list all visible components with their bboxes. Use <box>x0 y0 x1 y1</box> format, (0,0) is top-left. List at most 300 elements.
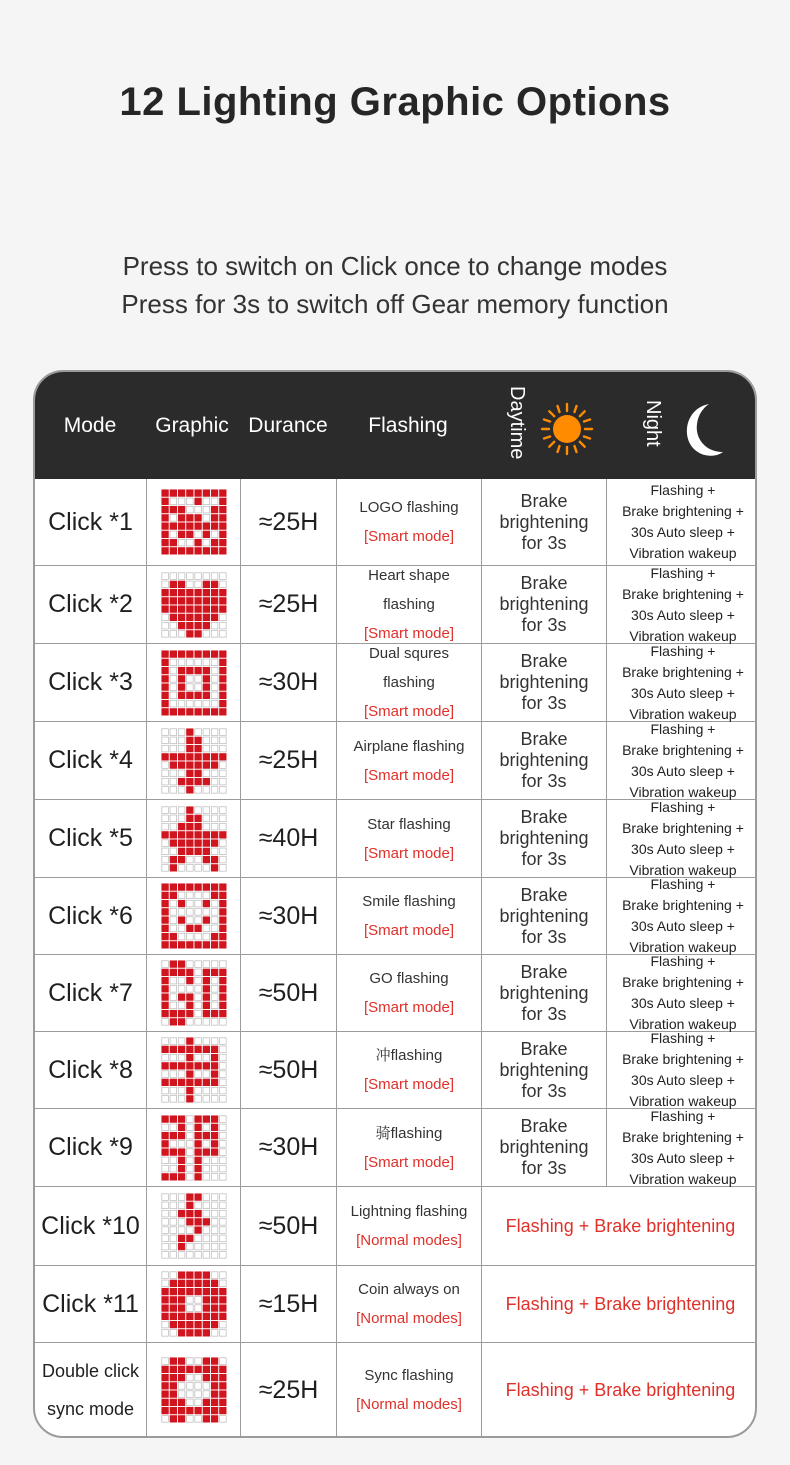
led-dot-on <box>194 823 201 830</box>
led-dot-off <box>219 1194 226 1201</box>
led-dot-on <box>170 1391 177 1398</box>
led-dot-on <box>211 490 218 497</box>
led-dot-off <box>186 892 193 899</box>
led-dot-off <box>194 1019 201 1026</box>
table-header <box>35 372 755 479</box>
daytime-cell <box>481 479 606 565</box>
table-body <box>35 479 755 1437</box>
led-dot-off <box>211 815 218 822</box>
flashing-label: LOGO flashing <box>359 499 459 516</box>
led-dot-on <box>194 815 201 822</box>
led-dot-off <box>194 581 201 588</box>
led-dot-on <box>170 969 177 976</box>
led-dot-off <box>194 1416 201 1423</box>
led-dot-off <box>203 1227 210 1234</box>
flashing-label: Sync flashing <box>364 1367 454 1384</box>
led-dot-on <box>203 1280 210 1287</box>
led-dot-on <box>194 1046 201 1053</box>
led-dot-off <box>170 1054 177 1061</box>
led-dot-on <box>178 506 185 513</box>
led-dot-on <box>170 523 177 530</box>
led-dot-on <box>170 1374 177 1381</box>
led-dot-off <box>186 1115 193 1122</box>
flashing-cell <box>336 479 481 565</box>
flashing-label: Star flashing <box>367 815 451 833</box>
led-dot-off <box>178 909 185 916</box>
led-dot-off <box>219 1140 226 1147</box>
led-dot-off <box>161 1243 168 1250</box>
led-dot-off <box>203 806 210 813</box>
night-line: Vibration wakeup <box>629 545 737 561</box>
led-dot-off <box>203 892 210 899</box>
led-dot-off <box>161 1071 168 1078</box>
led-dot-on <box>178 1305 185 1312</box>
led-dot-on <box>161 1374 168 1381</box>
led-dot-off <box>178 806 185 813</box>
led-dot-on <box>211 523 218 530</box>
mode-tag: [Normal modes] <box>356 1396 462 1413</box>
led-dot-on <box>211 650 218 657</box>
led-dot-on <box>211 892 218 899</box>
led-dot-on <box>170 1297 177 1304</box>
led-dot-off <box>161 572 168 579</box>
led-dot-on <box>186 630 193 637</box>
led-dot-on <box>178 692 185 699</box>
led-dot-on <box>211 548 218 555</box>
led-dot-off <box>203 1140 210 1147</box>
led-dot-off <box>211 1227 218 1234</box>
mode-tag: [Smart mode] <box>363 528 455 545</box>
led-dot-on <box>211 1288 218 1295</box>
led-dot-on <box>203 1148 210 1155</box>
led-dot-on <box>194 1210 201 1217</box>
led-dot-on <box>170 831 177 838</box>
led-dot-on <box>178 548 185 555</box>
led-dot-on <box>161 506 168 513</box>
flashing-label: Dual squres <box>368 645 450 662</box>
led-dot-off <box>203 1383 210 1390</box>
led-dot-off <box>211 1165 218 1172</box>
led-dot-off <box>170 572 177 579</box>
night-line: Brake brightening + <box>622 663 744 680</box>
led-dot-on <box>219 1288 226 1295</box>
led-dot-on <box>186 1272 193 1279</box>
led-dot-on <box>178 831 185 838</box>
led-dot-on <box>186 753 193 760</box>
led-dot-on <box>211 515 218 522</box>
led-dot-on <box>203 1297 210 1304</box>
led-dot-off <box>194 961 201 968</box>
lighting-options-table <box>33 370 757 1438</box>
led-dot-off <box>219 770 226 777</box>
led-dot-on <box>194 1063 201 1070</box>
led-dot-off <box>219 1272 226 1279</box>
led-dot-on <box>194 848 201 855</box>
led-dot-off <box>203 1038 210 1045</box>
led-dot-on <box>211 1280 218 1287</box>
night-line: Brake brightening + <box>622 1128 744 1145</box>
led-dot-off <box>186 986 193 993</box>
led-dot-off <box>194 659 201 666</box>
led-dot-off <box>161 839 168 846</box>
led-dot-off <box>161 778 168 785</box>
led-dot-off <box>203 515 210 522</box>
led-dot-off <box>194 994 201 1001</box>
graphic-cell <box>146 722 240 799</box>
led-dot-on <box>194 1132 201 1139</box>
led-dot-on <box>219 1313 226 1320</box>
led-dot-off <box>186 864 193 871</box>
led-dot-on <box>194 1219 201 1226</box>
led-dot-off <box>219 1235 226 1242</box>
led-dot-off <box>211 778 218 785</box>
led-dot-off <box>170 1194 177 1201</box>
led-dot-off <box>170 1157 177 1164</box>
led-matrix-graphic <box>161 1357 227 1423</box>
led-dot-off <box>178 539 185 546</box>
led-dot-on <box>194 1272 201 1279</box>
led-dot-off <box>161 1330 168 1337</box>
daytime-cell <box>481 644 606 721</box>
led-dot-off <box>194 700 201 707</box>
led-dot-on <box>170 1148 177 1155</box>
led-matrix-graphic <box>161 1193 227 1259</box>
led-dot-on <box>186 515 193 522</box>
durance-cell: ≈15H <box>240 1266 336 1342</box>
led-dot-on <box>186 1194 193 1201</box>
led-dot-off <box>186 1305 193 1312</box>
led-dot-off <box>194 1374 201 1381</box>
led-dot-off <box>170 925 177 932</box>
led-dot-off <box>161 1321 168 1328</box>
led-dot-off <box>203 1124 210 1131</box>
led-dot-on <box>161 498 168 505</box>
led-dot-on <box>161 515 168 522</box>
led-dot-off <box>203 737 210 744</box>
led-dot-on <box>203 708 210 715</box>
led-dot-on <box>186 969 193 976</box>
led-dot-on <box>211 708 218 715</box>
led-dot-off <box>219 778 226 785</box>
led-dot-on <box>178 839 185 846</box>
led-dot-on <box>161 831 168 838</box>
led-dot-off <box>161 856 168 863</box>
led-dot-on <box>194 630 201 637</box>
led-dot-off <box>211 1173 218 1180</box>
led-dot-on <box>203 1358 210 1365</box>
led-dot-off <box>186 1399 193 1406</box>
led-dot-on <box>194 1330 201 1337</box>
led-matrix-graphic <box>161 489 227 555</box>
led-dot-off <box>219 1038 226 1045</box>
led-dot-off <box>170 692 177 699</box>
led-dot-off <box>170 531 177 538</box>
led-dot-off <box>161 1165 168 1172</box>
led-dot-on <box>203 884 210 891</box>
led-dot-off <box>219 622 226 629</box>
led-dot-off <box>178 659 185 666</box>
led-dot-on <box>203 531 210 538</box>
led-dot-on <box>170 933 177 940</box>
durance-cell: ≈25H <box>240 1343 336 1437</box>
led-dot-on <box>203 1321 210 1328</box>
led-dot-off <box>170 1252 177 1259</box>
led-dot-off <box>170 667 177 674</box>
led-dot-on <box>194 614 201 621</box>
led-dot-off <box>170 683 177 690</box>
led-dot-on <box>178 1366 185 1373</box>
led-dot-on <box>211 1063 218 1070</box>
led-dot-on <box>211 761 218 768</box>
graphic-cell <box>146 1187 240 1265</box>
night-line: Vibration wakeup <box>629 1016 737 1032</box>
led-dot-on <box>161 659 168 666</box>
led-dot-off <box>219 1079 226 1086</box>
led-dot-on <box>211 1148 218 1155</box>
led-dot-off <box>161 581 168 588</box>
led-dot-on <box>186 745 193 752</box>
led-dot-on <box>178 708 185 715</box>
led-dot-on <box>186 1063 193 1070</box>
led-dot-on <box>211 1321 218 1328</box>
led-dot-off <box>219 1416 226 1423</box>
led-dot-on <box>211 856 218 863</box>
mode-cell: Click *8 <box>48 1055 133 1084</box>
led-dot-on <box>186 977 193 984</box>
led-dot-off <box>170 1272 177 1279</box>
led-dot-on <box>219 490 226 497</box>
led-dot-on <box>161 675 168 682</box>
led-dot-on <box>161 1383 168 1390</box>
daytime-line: Brake <box>520 573 568 593</box>
led-dot-off <box>219 1054 226 1061</box>
led-dot-off <box>161 1280 168 1287</box>
led-dot-on <box>186 1235 193 1242</box>
led-dot-on <box>203 614 210 621</box>
led-dot-on <box>194 745 201 752</box>
led-dot-off <box>219 848 226 855</box>
led-dot-on <box>170 942 177 949</box>
led-dot-off <box>170 1165 177 1172</box>
led-dot-off <box>211 1019 218 1026</box>
led-dot-off <box>161 1252 168 1259</box>
led-matrix-graphic <box>161 1115 227 1181</box>
led-dot-on <box>211 864 218 871</box>
led-dot-on <box>178 490 185 497</box>
led-dot-off <box>186 1124 193 1131</box>
led-dot-off <box>161 1202 168 1209</box>
led-dot-on <box>194 523 201 530</box>
led-dot-on <box>186 1330 193 1337</box>
led-dot-on <box>203 1132 210 1139</box>
table-row <box>35 1032 755 1109</box>
led-dot-off <box>186 961 193 968</box>
led-dot-on <box>211 506 218 513</box>
led-dot-off <box>194 1202 201 1209</box>
led-dot-off <box>211 1219 218 1226</box>
led-dot-off <box>186 1383 193 1390</box>
led-dot-off <box>219 1227 226 1234</box>
led-dot-on <box>219 986 226 993</box>
led-dot-off <box>186 1374 193 1381</box>
led-dot-on <box>170 1313 177 1320</box>
led-dot-off <box>203 925 210 932</box>
led-dot-on <box>178 1330 185 1337</box>
led-dot-on <box>161 605 168 612</box>
led-dot-on <box>219 925 226 932</box>
led-dot-off <box>170 1330 177 1337</box>
graphic-cell <box>146 955 240 1031</box>
flashing-label: flashing <box>383 674 435 691</box>
led-dot-off <box>211 961 218 968</box>
led-dot-on <box>178 1132 185 1139</box>
led-dot-off <box>178 572 185 579</box>
led-dot-on <box>186 614 193 621</box>
led-dot-off <box>170 498 177 505</box>
led-dot-off <box>186 856 193 863</box>
led-dot-on <box>211 1305 218 1312</box>
led-dot-off <box>219 1202 226 1209</box>
led-dot-off <box>186 900 193 907</box>
led-dot-off <box>219 1096 226 1103</box>
led-dot-on <box>203 1330 210 1337</box>
led-dot-on <box>170 597 177 604</box>
led-dot-off <box>178 925 185 932</box>
mode-tag: [Smart mode] <box>363 703 455 720</box>
night-cell <box>606 644 757 721</box>
led-dot-on <box>178 778 185 785</box>
led-dot-on <box>186 1087 193 1094</box>
led-dot-off <box>211 1210 218 1217</box>
mode-cell: Click *2 <box>48 590 133 618</box>
led-dot-on <box>186 1288 193 1295</box>
led-dot-on <box>161 683 168 690</box>
led-dot-off <box>211 1087 218 1094</box>
led-dot-on <box>194 667 201 674</box>
led-dot-on <box>161 589 168 596</box>
durance-cell: ≈50H <box>240 1032 336 1108</box>
led-dot-off <box>211 737 218 744</box>
led-dot-on <box>203 778 210 785</box>
mode-label-line: sync mode <box>46 1399 135 1419</box>
led-dot-off <box>186 1157 193 1164</box>
led-dot-on <box>161 531 168 538</box>
led-dot-off <box>186 1297 193 1304</box>
daytime-line: for 3s <box>521 532 567 553</box>
led-dot-on <box>219 523 226 530</box>
led-dot-on <box>161 1046 168 1053</box>
led-dot-off <box>194 675 201 682</box>
durance-cell: ≈30H <box>240 1109 336 1186</box>
led-dot-on <box>170 605 177 612</box>
led-dot-on <box>194 839 201 846</box>
mode-cell: Click *10 <box>41 1211 140 1240</box>
led-dot-on <box>203 1399 210 1406</box>
led-dot-off <box>219 572 226 579</box>
led-dot-on <box>219 589 226 596</box>
durance-cell: ≈40H <box>240 800 336 877</box>
led-dot-off <box>178 770 185 777</box>
flashing-label: Smile flashing <box>362 893 456 910</box>
led-dot-on <box>219 1010 226 1017</box>
led-dot-off <box>211 622 218 629</box>
led-dot-off <box>203 745 210 752</box>
led-dot-on <box>161 523 168 530</box>
daytime-cell <box>481 566 606 643</box>
daytime-cell <box>481 878 606 954</box>
night-line: 30s Auto sleep + <box>631 1072 735 1088</box>
led-dot-off <box>211 1330 218 1337</box>
night-line: Brake brightening + <box>622 974 744 990</box>
led-dot-off <box>211 900 218 907</box>
led-dot-on <box>186 761 193 768</box>
durance-cell: ≈30H <box>240 644 336 721</box>
led-dot-on <box>161 1140 168 1147</box>
led-dot-off <box>219 961 226 968</box>
header-durance: Durance <box>248 413 328 437</box>
led-dot-off <box>186 581 193 588</box>
daytime-line: brightening <box>499 982 589 1003</box>
led-dot-on <box>178 884 185 891</box>
led-dot-on <box>186 650 193 657</box>
led-dot-off <box>178 728 185 735</box>
led-dot-on <box>161 1366 168 1373</box>
led-dot-on <box>186 1202 193 1209</box>
led-dot-off <box>194 864 201 871</box>
led-dot-on <box>194 884 201 891</box>
led-dot-on <box>186 737 193 744</box>
led-dot-off <box>203 1165 210 1172</box>
daytime-line: for 3s <box>521 693 567 713</box>
led-dot-off <box>194 977 201 984</box>
night-line: Vibration wakeup <box>629 627 737 644</box>
led-dot-off <box>178 498 185 505</box>
led-dot-on <box>178 683 185 690</box>
led-dot-off <box>161 1219 168 1226</box>
led-dot-on <box>219 1407 226 1414</box>
led-dot-on <box>211 1416 218 1423</box>
daytime-line: Brake <box>520 884 568 905</box>
led-dot-off <box>194 1087 201 1094</box>
table-row <box>35 479 755 566</box>
header-daytime: Daytime <box>506 386 528 460</box>
led-dot-on <box>194 692 201 699</box>
led-dot-on <box>178 1063 185 1070</box>
led-dot-off <box>211 572 218 579</box>
led-dot-on <box>194 942 201 949</box>
led-dot-on <box>203 523 210 530</box>
led-dot-off <box>186 498 193 505</box>
led-dot-on <box>161 1399 168 1406</box>
led-dot-off <box>211 683 218 690</box>
led-dot-on <box>194 770 201 777</box>
led-dot-on <box>219 884 226 891</box>
graphic-cell <box>146 1343 240 1437</box>
led-dot-off <box>194 1252 201 1259</box>
led-dot-on <box>186 770 193 777</box>
led-dot-off <box>170 786 177 793</box>
led-dot-off <box>186 917 193 924</box>
led-dot-on <box>219 994 226 1001</box>
led-dot-off <box>170 900 177 907</box>
led-dot-on <box>170 1019 177 1026</box>
led-dot-off <box>170 848 177 855</box>
daytime-line: for 3s <box>521 1158 567 1178</box>
led-dot-off <box>203 630 210 637</box>
led-dot-on <box>161 1002 168 1009</box>
daytime-line: Brake <box>520 1116 568 1136</box>
led-dot-on <box>219 659 226 666</box>
